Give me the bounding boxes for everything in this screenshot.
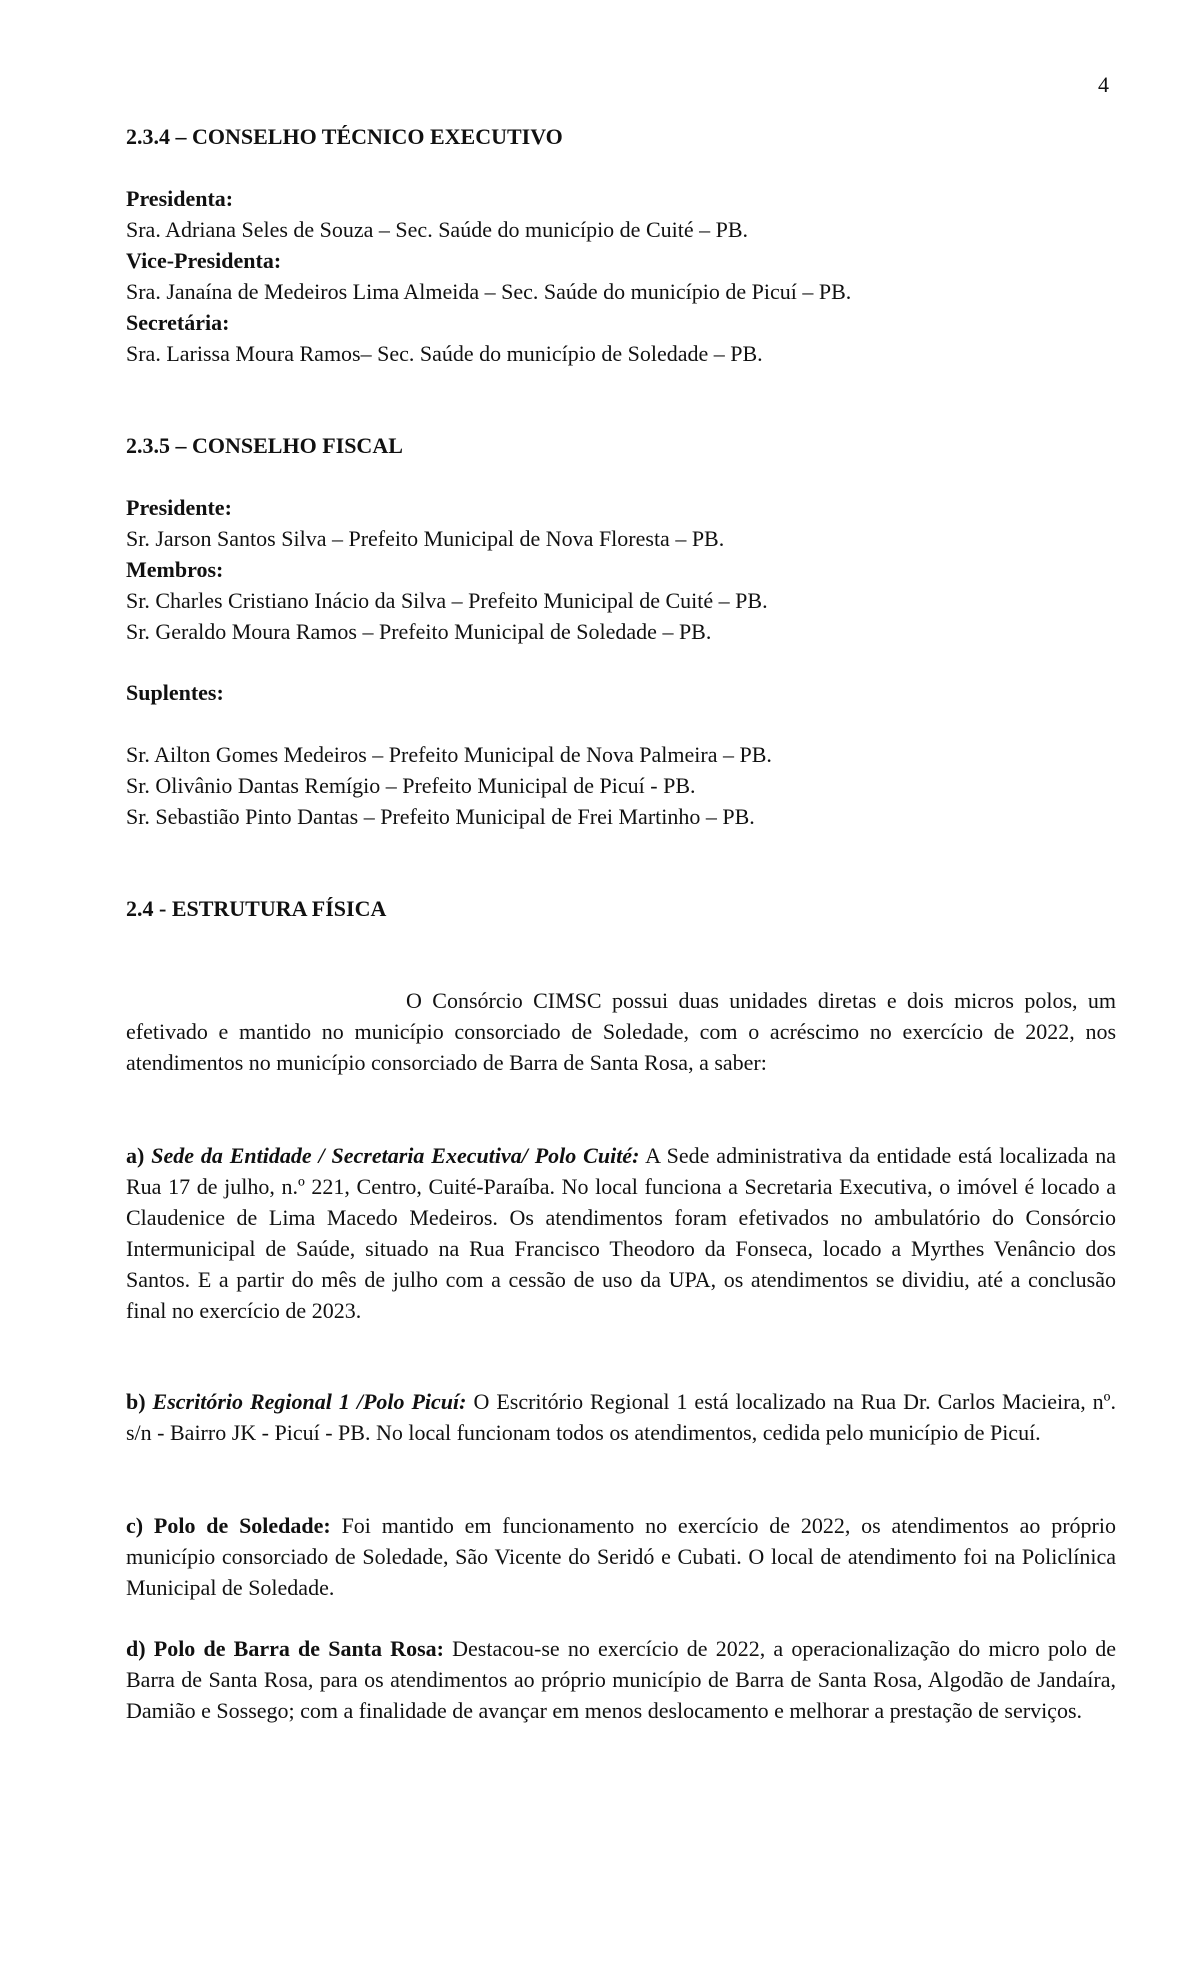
item-text: Destacou-se no exercício de 2022, a operacionalização do micro polo de Barra de Santa Rosa, para os atendimentos ao próprio município de Barra de Santa Rosa, Algodão de Jandaíra, Damião e Sossego; com a finalidade de avançar em menos deslocamento e melhorar a prestação de serviços. <box>126 1636 1117 1723</box>
conselho-fiscal-list <box>126 492 1116 647</box>
vice-presidenta-entry: Sra. Janaína de Medeiros Lima Almeida – Sec. Saúde do município de Picuí – PB. <box>126 279 852 304</box>
page-number: 4 <box>1098 72 1109 97</box>
item-text: O Escritório Regional 1 está localizado na Rua Dr. Carlos Macieira, nº. s/n - Bairro JK - Picuí - PB. No local funcionam todos os atendimentos, cedida pelo município de Picuí. <box>126 1389 1117 1445</box>
section-heading-conselho-tecnico: 2.3.4 – CONSELHO TÉCNICO EXECUTIVO <box>126 124 563 149</box>
item-title: Polo de Barra de Santa Rosa: <box>153 1636 444 1661</box>
item-marker: a) <box>126 1143 145 1168</box>
estrutura-item-b <box>126 1386 1116 1448</box>
presidente-entry: Sr. Jarson Santos Silva – Prefeito Municipal de Nova Floresta – PB. <box>126 526 725 551</box>
estrutura-item-d <box>126 1633 1116 1726</box>
presidente-label: Presidente: <box>126 495 232 520</box>
presidenta-entry: Sra. Adriana Seles de Souza – Sec. Saúde do município de Cuité – PB. <box>126 217 749 242</box>
secretaria-entry: Sra. Larissa Moura Ramos– Sec. Saúde do município de Soledade – PB. <box>126 341 763 366</box>
conselho-tecnico-list <box>126 183 1116 369</box>
presidenta-label: Presidenta: <box>126 186 234 211</box>
estrutura-intro-paragraph: O Consórcio CIMSC possui duas unidades diretas e dois micros polos, um efetivado e mantido no município consorciado de Soledade, com o acréscimo no exercício de 2022, nos atendimentos no município consorciado de Barra de Santa Rosa, a saber: <box>126 988 1116 1075</box>
secretaria-label: Secretária: <box>126 310 230 335</box>
section-heading-conselho-fiscal: 2.3.5 – CONSELHO FISCAL <box>126 433 403 458</box>
item-title: Polo de Soledade: <box>153 1513 331 1538</box>
membro-entry: Sr. Charles Cristiano Inácio da Silva – Prefeito Municipal de Cuité – PB. <box>126 588 768 613</box>
estrutura-item-c <box>126 1510 1116 1603</box>
suplentes-list <box>126 739 1116 832</box>
suplente-entry: Sr. Ailton Gomes Medeiros – Prefeito Municipal de Nova Palmeira – PB. <box>126 742 772 767</box>
item-marker: c) <box>126 1513 144 1538</box>
suplentes-label: Suplentes: <box>126 680 224 705</box>
item-text: A Sede administrativa da entidade está localizada na Rua 17 de julho, n.º 221, Centro, Cuité-Paraíba. No local funciona a Secretaria Executiva, o imóvel é locado a Claudenice de Lima Macedo Medeiros. Os atendimentos foram efetivados no ambulatório do Consórcio Intermunicipal de Saúde, situado na Rua Francisco Theodoro da Fonseca, locado a Myrthes Venâncio dos Santos. E a partir do mês de julho com a cessão de uso da UPA, os atendimentos se dividiu, até a conclusão final no exercício de 2023. <box>126 1143 1117 1323</box>
item-title: Sede da Entidade / Secretaria Executiva/ Polo Cuité: <box>151 1143 640 1168</box>
estrutura-item-a <box>126 1140 1116 1326</box>
membros-label: Membros: <box>126 557 224 582</box>
item-title: Escritório Regional 1 /Polo Picuí: <box>152 1389 467 1414</box>
suplente-entry: Sr. Olivânio Dantas Remígio – Prefeito Municipal de Picuí - PB. <box>126 773 696 798</box>
vice-presidenta-label: Vice-Presidenta: <box>126 248 282 273</box>
membro-entry: Sr. Geraldo Moura Ramos – Prefeito Municipal de Soledade – PB. <box>126 619 712 644</box>
item-text: Foi mantido em funcionamento no exercício de 2022, os atendimentos ao próprio município consorciado de Soledade, São Vicente do Seridó e Cubati. O local de atendimento foi na Policlínica Municipal de Soledade. <box>126 1513 1116 1600</box>
section-heading-estrutura-fisica: 2.4 - ESTRUTURA FÍSICA <box>126 896 387 921</box>
item-marker: b) <box>126 1389 146 1414</box>
suplente-entry: Sr. Sebastião Pinto Dantas – Prefeito Municipal de Frei Martinho – PB. <box>126 804 755 829</box>
item-marker: d) <box>126 1636 146 1661</box>
